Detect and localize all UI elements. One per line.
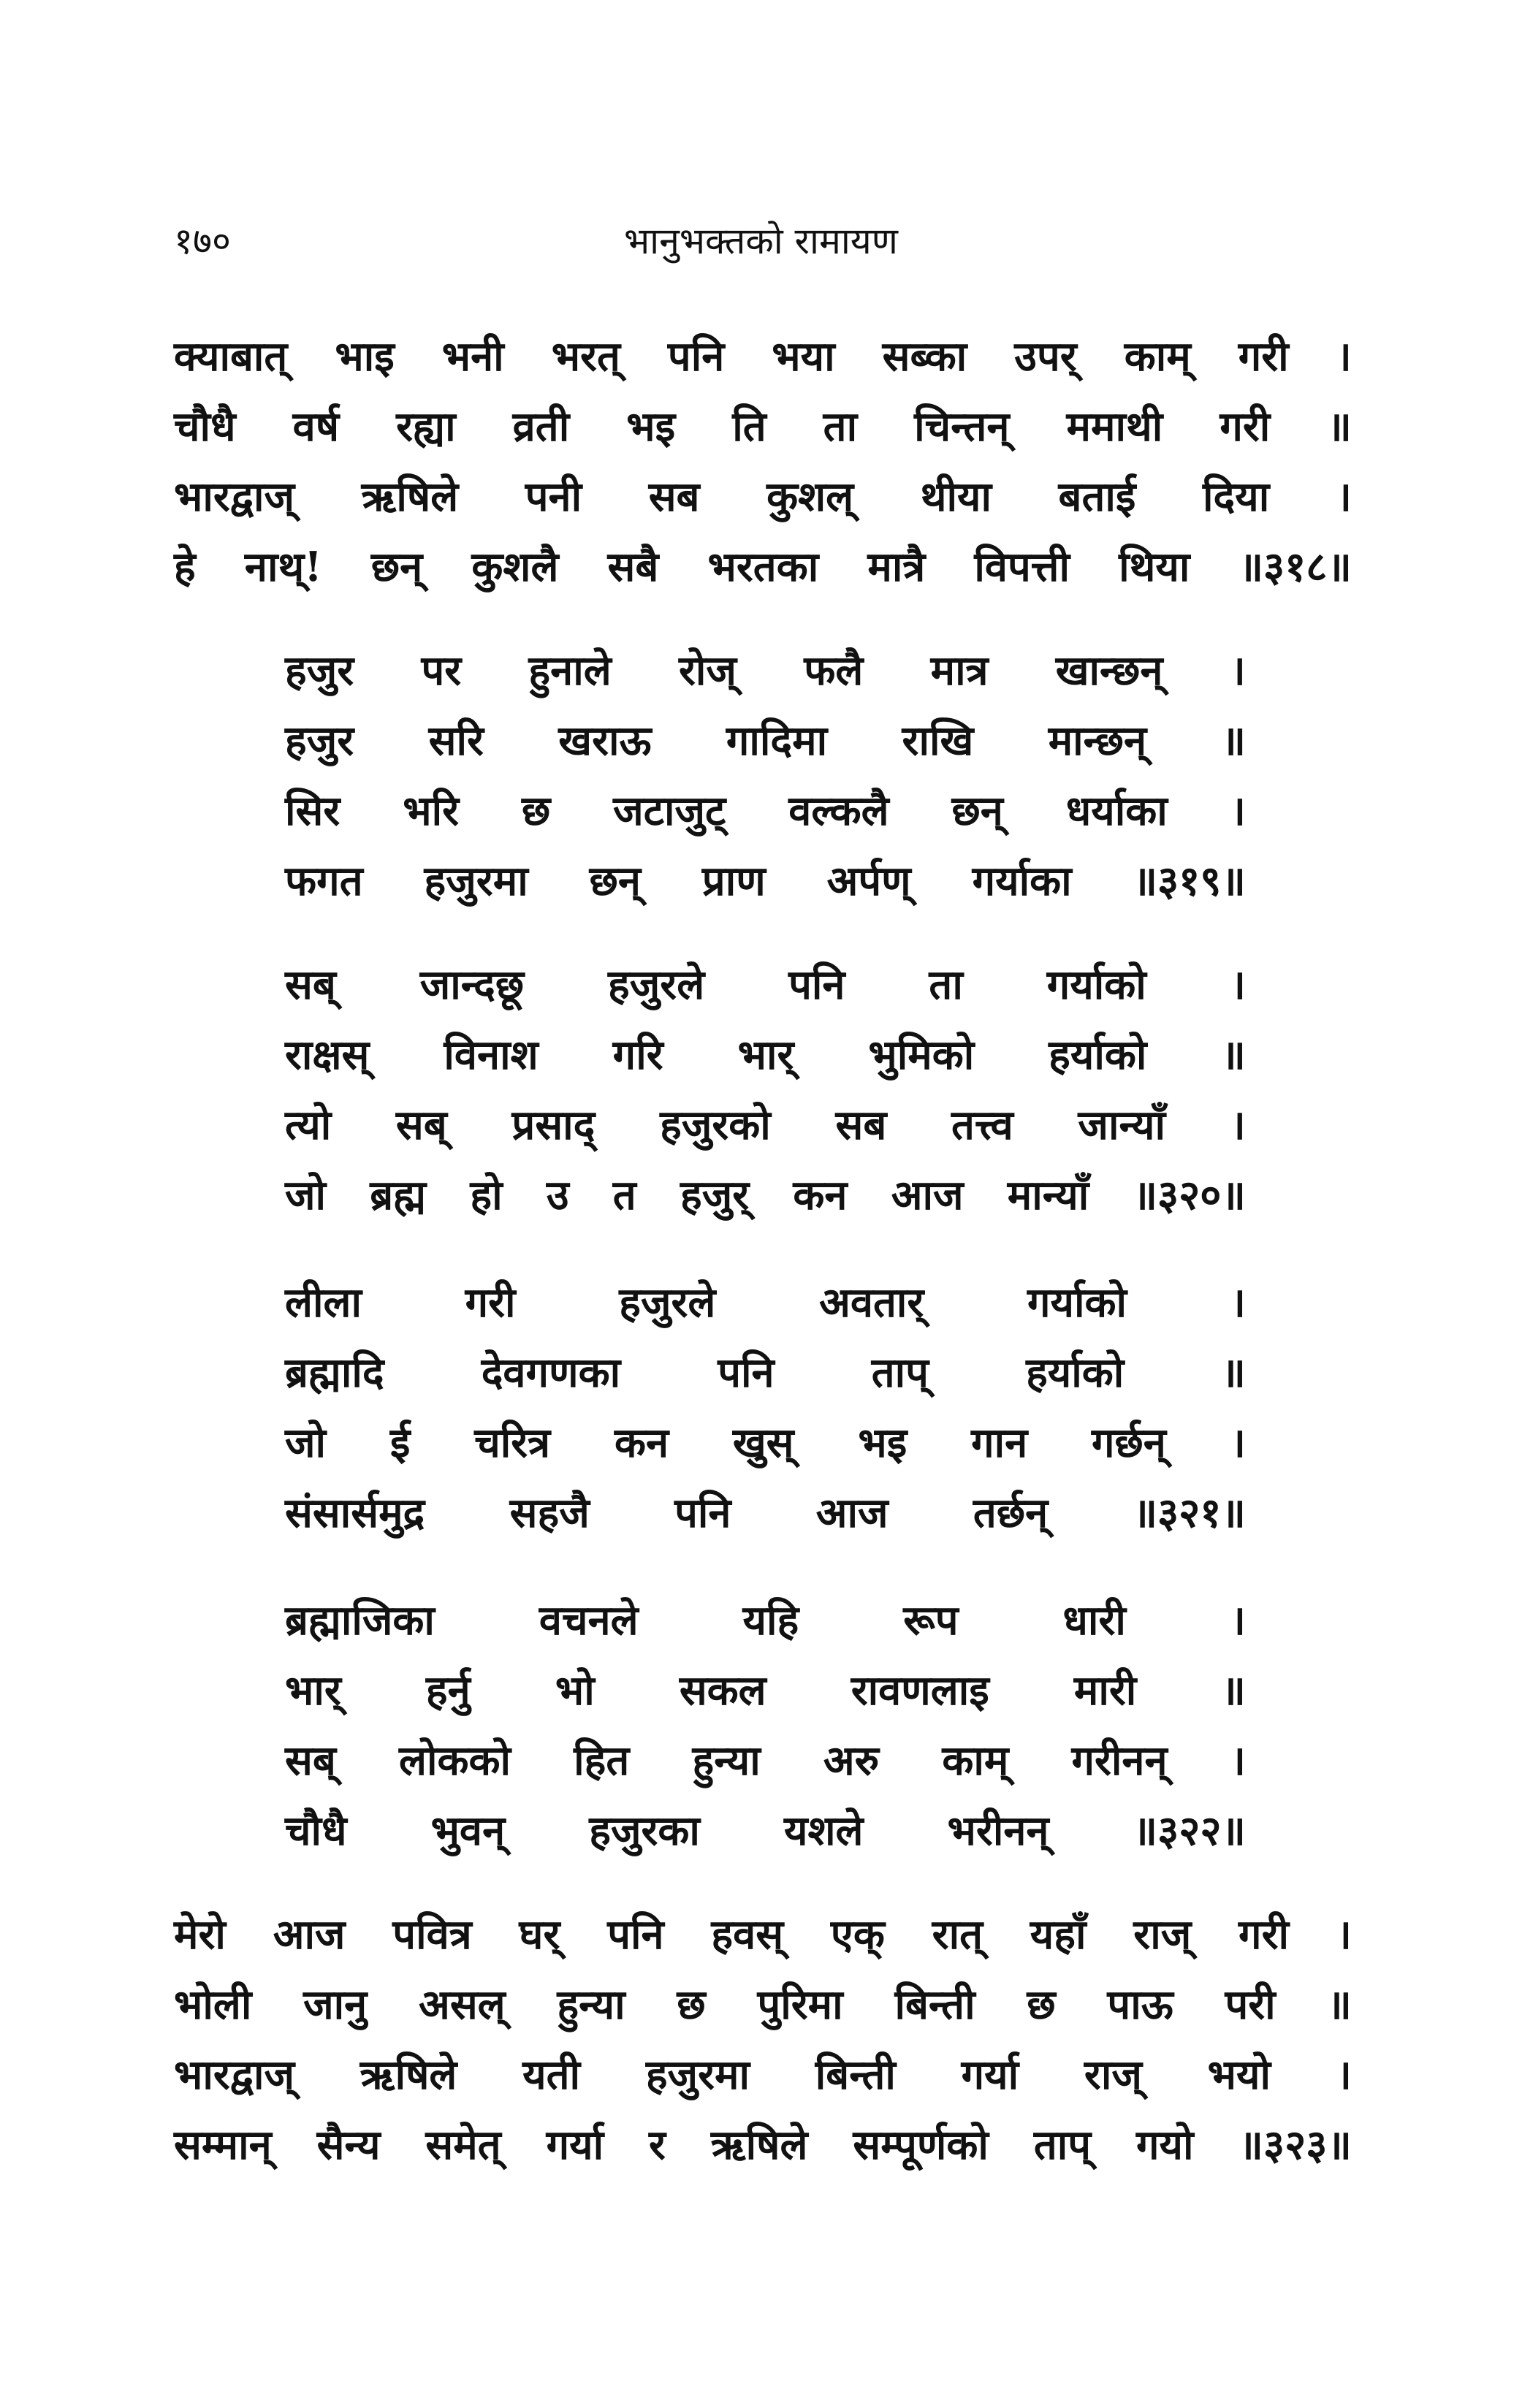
verse-word: जो — [285, 1171, 327, 1219]
verse-word: उ — [546, 1171, 569, 1219]
verse-word: । — [1230, 787, 1246, 835]
verse-word: जानु — [303, 1981, 368, 2029]
verse-word: सहजै — [509, 1489, 590, 1537]
verse-word: जान्दछू — [419, 961, 525, 1009]
verse-word: जटाजुट् — [613, 787, 726, 835]
verse-322 — [285, 1585, 1246, 1866]
verse-word: खराऊ — [558, 717, 652, 765]
verse-word: भार् — [285, 1666, 341, 1715]
verse-word: हुनाले — [528, 647, 612, 695]
verse-word: लीला — [285, 1279, 362, 1327]
verse-word: सब् — [285, 961, 336, 1009]
verse-word: भनी — [441, 332, 504, 381]
verse-line — [285, 950, 1246, 1020]
verse-word: प्रसाद् — [511, 1101, 596, 1149]
verse-word: यती — [522, 2051, 581, 2099]
verse-word: भारद्वाज् — [174, 2051, 295, 2099]
verse-word: खुस् — [732, 1419, 794, 1467]
verse-line — [285, 1585, 1246, 1656]
verse-word: यहि — [742, 1596, 799, 1645]
verse-line — [285, 1796, 1246, 1866]
verse-word: हित — [574, 1737, 630, 1785]
verse-word: ता — [929, 961, 963, 1009]
verse-word: पुरिमा — [757, 1981, 843, 2029]
verse-line — [174, 1970, 1352, 2040]
verse-word: दिया — [1202, 473, 1270, 521]
verse-word: चरित्र — [474, 1419, 551, 1467]
verse-line — [285, 846, 1246, 916]
verse-word: सिर — [285, 787, 340, 835]
verse-word: पनि — [674, 1489, 731, 1537]
verse-323 — [174, 1900, 1352, 2180]
verse-word: हजुरमा — [645, 2051, 750, 2099]
verse-word: ई — [389, 1419, 411, 1467]
verse-word: ब्रह्माजिका — [285, 1596, 435, 1645]
verse-word: अवतार् — [819, 1279, 924, 1327]
verse-word: पनि — [667, 332, 725, 381]
verse-word: । — [1230, 1737, 1246, 1785]
verse-word: मात्रै — [867, 543, 926, 591]
verse-word: आज — [815, 1489, 889, 1537]
verse-word: सरि — [428, 717, 484, 765]
verse-word: रावणलाइ — [851, 1666, 989, 1715]
verse-line — [285, 1160, 1246, 1230]
verse-line — [174, 2110, 1352, 2180]
verse-word: त्यो — [285, 1101, 332, 1149]
verse-line — [285, 1020, 1246, 1090]
verse-word: यशले — [783, 1807, 864, 1855]
verse-word: प्राण — [701, 857, 766, 905]
verse-word: ॥३१८॥ — [1238, 543, 1352, 591]
verse-321 — [285, 1268, 1246, 1548]
verse-line — [285, 1090, 1246, 1160]
verse-word: । — [1230, 961, 1246, 1009]
verse-word: ति — [732, 403, 766, 451]
verse-word: भरीनन् — [947, 1807, 1049, 1855]
verse-word: ॥३२३॥ — [1238, 2121, 1352, 2169]
verse-word: । — [1336, 2051, 1352, 2099]
verse-word: भइ — [858, 1419, 908, 1467]
verse-word: अर्पण् — [826, 857, 911, 905]
verse-word: हे — [174, 543, 196, 591]
verse-word: र — [649, 2121, 666, 2169]
verse-word: ॥३२०॥ — [1133, 1171, 1246, 1219]
verse-word: ब्रह्मादि — [285, 1349, 384, 1397]
verse-word: देवगणका — [481, 1349, 621, 1397]
verse-word: कन — [793, 1171, 848, 1219]
verse-word: गर्याका — [972, 857, 1072, 905]
verse-word: गरी — [1238, 332, 1289, 381]
verse-word: अरु — [823, 1737, 880, 1785]
verse-word: हजुर — [285, 717, 354, 765]
verse-word: सबै — [607, 543, 659, 591]
verse-word: हर्याको — [1026, 1349, 1125, 1397]
verse-word: ॥ — [1327, 1981, 1352, 2029]
verse-word: भुवन् — [430, 1807, 506, 1855]
verse-word: पनि — [718, 1349, 775, 1397]
verse-319 — [285, 636, 1246, 916]
verse-word: पनी — [525, 473, 582, 521]
verse-word: राज् — [1133, 1910, 1192, 1959]
verse-word: रूप — [903, 1596, 959, 1645]
verse-word: पनि — [788, 961, 845, 1009]
verse-word: खान्छन् — [1055, 647, 1163, 695]
verse-word: । — [1336, 473, 1352, 521]
verse-word: छन् — [951, 787, 1003, 835]
verse-word: मेरो — [174, 1910, 226, 1959]
verse-word: भरत् — [551, 332, 620, 381]
verse-word: ॥ — [1327, 403, 1352, 451]
verse-word: लोकको — [399, 1737, 511, 1785]
verse-word: आज — [273, 1910, 346, 1959]
verse-318 — [174, 321, 1352, 602]
verse-word: व्रती — [512, 403, 570, 451]
verse-word: छ — [677, 1981, 706, 2029]
verse-word: गर्या — [546, 2121, 604, 2169]
verse-word: हर्याको — [1049, 1031, 1147, 1079]
verse-word: हवस् — [711, 1910, 784, 1959]
verse-word: कुशल् — [766, 473, 854, 521]
verse-word: ॥ — [1221, 1666, 1246, 1715]
verse-word: हजुरले — [608, 961, 705, 1009]
verse-word: भुमिको — [868, 1031, 975, 1079]
verse-word: गर्याको — [1046, 961, 1146, 1009]
verse-word: गयो — [1135, 2121, 1194, 2169]
verse-word: फलै — [804, 647, 864, 695]
verse-line — [174, 2040, 1352, 2110]
verse-word: हुन्या — [557, 1981, 625, 2029]
verse-word: । — [1230, 1101, 1246, 1149]
verse-word: भया — [772, 332, 835, 381]
verse-word: सब् — [285, 1737, 336, 1785]
verse-line — [174, 321, 1352, 392]
verse-word: बिन्ती — [815, 2051, 896, 2099]
verse-word: गरि — [612, 1031, 663, 1079]
verse-word: हजुरमा — [424, 857, 528, 905]
verse-word: गादिमा — [726, 717, 828, 765]
verse-line — [285, 1268, 1246, 1338]
verse-word: ताप् — [871, 1349, 929, 1397]
verse-word: भारद्वाज् — [174, 473, 295, 521]
verse-line — [285, 1408, 1246, 1478]
verse-word: वचनले — [539, 1596, 639, 1645]
verse-word: बिन्ती — [894, 1981, 975, 2029]
verse-line — [285, 1338, 1246, 1408]
verse-word: रात् — [932, 1910, 983, 1959]
verse-line — [174, 1900, 1352, 1970]
verse-word: सकल — [679, 1666, 766, 1715]
verse-word: सब् — [395, 1101, 447, 1149]
verse-word: छन् — [370, 543, 423, 591]
verse-word: गरी — [1219, 403, 1271, 451]
verse-word: घर् — [519, 1910, 560, 1959]
running-title: भानुभक्तको रामायण — [624, 220, 898, 262]
verse-word: वल्कलै — [788, 787, 889, 835]
verse-word: गरी — [1238, 1910, 1289, 1959]
verse-line — [285, 1656, 1246, 1726]
verse-word: ममाथी — [1066, 403, 1163, 451]
verse-word: सम्मान् — [174, 2121, 272, 2169]
verse-word: । — [1230, 1596, 1246, 1645]
verse-word: आज — [891, 1171, 964, 1219]
verse-word: छ — [1027, 1981, 1056, 2029]
verse-word: हजुरको — [660, 1101, 771, 1149]
verse-word: तत्त्व — [951, 1101, 1013, 1149]
verse-word: कुशलै — [471, 543, 559, 591]
verse-word: पाऊ — [1107, 1981, 1173, 2029]
verse-word: ॥३२१॥ — [1133, 1489, 1246, 1537]
verse-word: ऋषिले — [359, 2051, 457, 2099]
verse-word: मारी — [1073, 1666, 1137, 1715]
verse-word: ॥३१९॥ — [1133, 857, 1246, 905]
verse-line — [174, 532, 1352, 602]
verse-word: विपत्ती — [974, 543, 1070, 591]
verse-word: काम् — [942, 1737, 1009, 1785]
verse-word: सम्पूर्णको — [853, 2121, 989, 2169]
verse-word: संसार्समुद्र — [285, 1489, 425, 1537]
verse-line — [174, 392, 1352, 462]
verse-word: क्याबात् — [174, 332, 288, 381]
verse-word: हजुर — [285, 647, 354, 695]
verse-word: ऋषिले — [361, 473, 459, 521]
verse-word: थिया — [1119, 543, 1190, 591]
verse-word: समेत् — [425, 2121, 501, 2169]
verse-word: भार् — [737, 1031, 794, 1079]
verse-word: थीया — [920, 473, 992, 521]
verse-word: जो — [285, 1419, 327, 1467]
verse-word: भोली — [174, 1981, 252, 2029]
verse-word: ॥ — [1221, 1349, 1246, 1397]
verse-word: बताई — [1058, 473, 1136, 521]
verse-word: ॥ — [1221, 717, 1246, 765]
verse-word: छ — [521, 787, 551, 835]
verse-word: हजुरका — [589, 1807, 700, 1855]
verse-line — [285, 1478, 1246, 1548]
verse-word: तर्छन् — [973, 1489, 1049, 1537]
verse-word: भाइ — [335, 332, 395, 381]
verse-word: मान्छन् — [1048, 717, 1147, 765]
verse-word: रह्या — [396, 403, 456, 451]
verse-word: । — [1336, 1910, 1352, 1959]
verse-word: राखि — [902, 717, 974, 765]
verse-line — [285, 1726, 1246, 1796]
verse-word: चिन्तन् — [914, 403, 1010, 451]
verse-word: सब — [648, 473, 700, 521]
page-number: १७० — [174, 220, 231, 262]
verse-word: फगत — [285, 857, 363, 905]
verse-word: धर्याका — [1065, 787, 1168, 835]
verse-word: ब्रह्म — [370, 1171, 427, 1219]
verse-word: यहाँ — [1030, 1910, 1087, 1959]
verse-word: ता — [823, 403, 858, 451]
verse-line — [285, 776, 1246, 846]
verse-word: पवित्र — [392, 1910, 472, 1959]
verse-word: । — [1230, 1419, 1246, 1467]
verse-word: । — [1230, 647, 1246, 695]
verse-word: नाथ्! — [244, 543, 322, 591]
verse-word: छन् — [589, 857, 641, 905]
verse-word: भयो — [1207, 2051, 1271, 2099]
verse-320 — [285, 950, 1246, 1230]
verse-word: भो — [555, 1666, 595, 1715]
verse-word: हुन्या — [692, 1737, 761, 1785]
verse-word: ॥३२२॥ — [1133, 1807, 1246, 1855]
verse-line — [285, 706, 1246, 776]
verse-word: भरि — [403, 787, 459, 835]
verse-word: हजुर् — [680, 1171, 750, 1219]
verse-word: मात्र — [930, 647, 989, 695]
verse-word: मान्याँ — [1007, 1171, 1089, 1219]
verse-word: पर — [421, 647, 462, 695]
verse-word: । — [1336, 332, 1352, 381]
verse-word: कन — [614, 1419, 669, 1467]
verse-word: रोज् — [678, 647, 737, 695]
verse-word: राक्षस् — [285, 1031, 370, 1079]
verse-line — [285, 636, 1246, 706]
verse-word: पनि — [607, 1910, 664, 1959]
verse-word: ताप् — [1033, 2121, 1092, 2169]
verse-word: ॥ — [1221, 1031, 1246, 1079]
verse-word: चौधै — [285, 1807, 347, 1855]
verse-word: धारी — [1062, 1596, 1126, 1645]
verse-word: गर्या — [961, 2051, 1019, 2099]
verse-word: भरतका — [707, 543, 819, 591]
verse-word: गरी — [465, 1279, 516, 1327]
verse-word: सैन्य — [316, 2121, 381, 2169]
verse-word: राज् — [1084, 2051, 1142, 2099]
verse-word: गान — [971, 1419, 1028, 1467]
verse-word: चौधै — [174, 403, 236, 451]
verse-word: हो — [470, 1171, 503, 1219]
verse-word: सब्का — [882, 332, 967, 381]
verse-word: गर्याको — [1027, 1279, 1127, 1327]
verse-word: गर्छन् — [1092, 1419, 1166, 1467]
verse-word: जान्याँ — [1078, 1101, 1165, 1149]
verse-word: वर्ष — [292, 403, 340, 451]
verse-word: । — [1230, 1279, 1246, 1327]
verse-word: हर्नु — [425, 1666, 471, 1715]
verse-word: सब — [835, 1101, 887, 1149]
verse-word: एक् — [830, 1910, 885, 1959]
verse-word: भइ — [626, 403, 676, 451]
verse-word: त — [612, 1171, 636, 1219]
verse-word: परी — [1225, 1981, 1276, 2029]
verse-word: गरीनन् — [1071, 1737, 1168, 1785]
verse-word: उपर् — [1014, 332, 1077, 381]
verse-word: विनाश — [444, 1031, 539, 1079]
verse-word: ऋषिले — [710, 2121, 808, 2169]
verse-word: काम् — [1124, 332, 1191, 381]
verse-line — [174, 462, 1352, 532]
verse-word: असल् — [419, 1981, 506, 2029]
verse-word: हजुरले — [619, 1279, 716, 1327]
